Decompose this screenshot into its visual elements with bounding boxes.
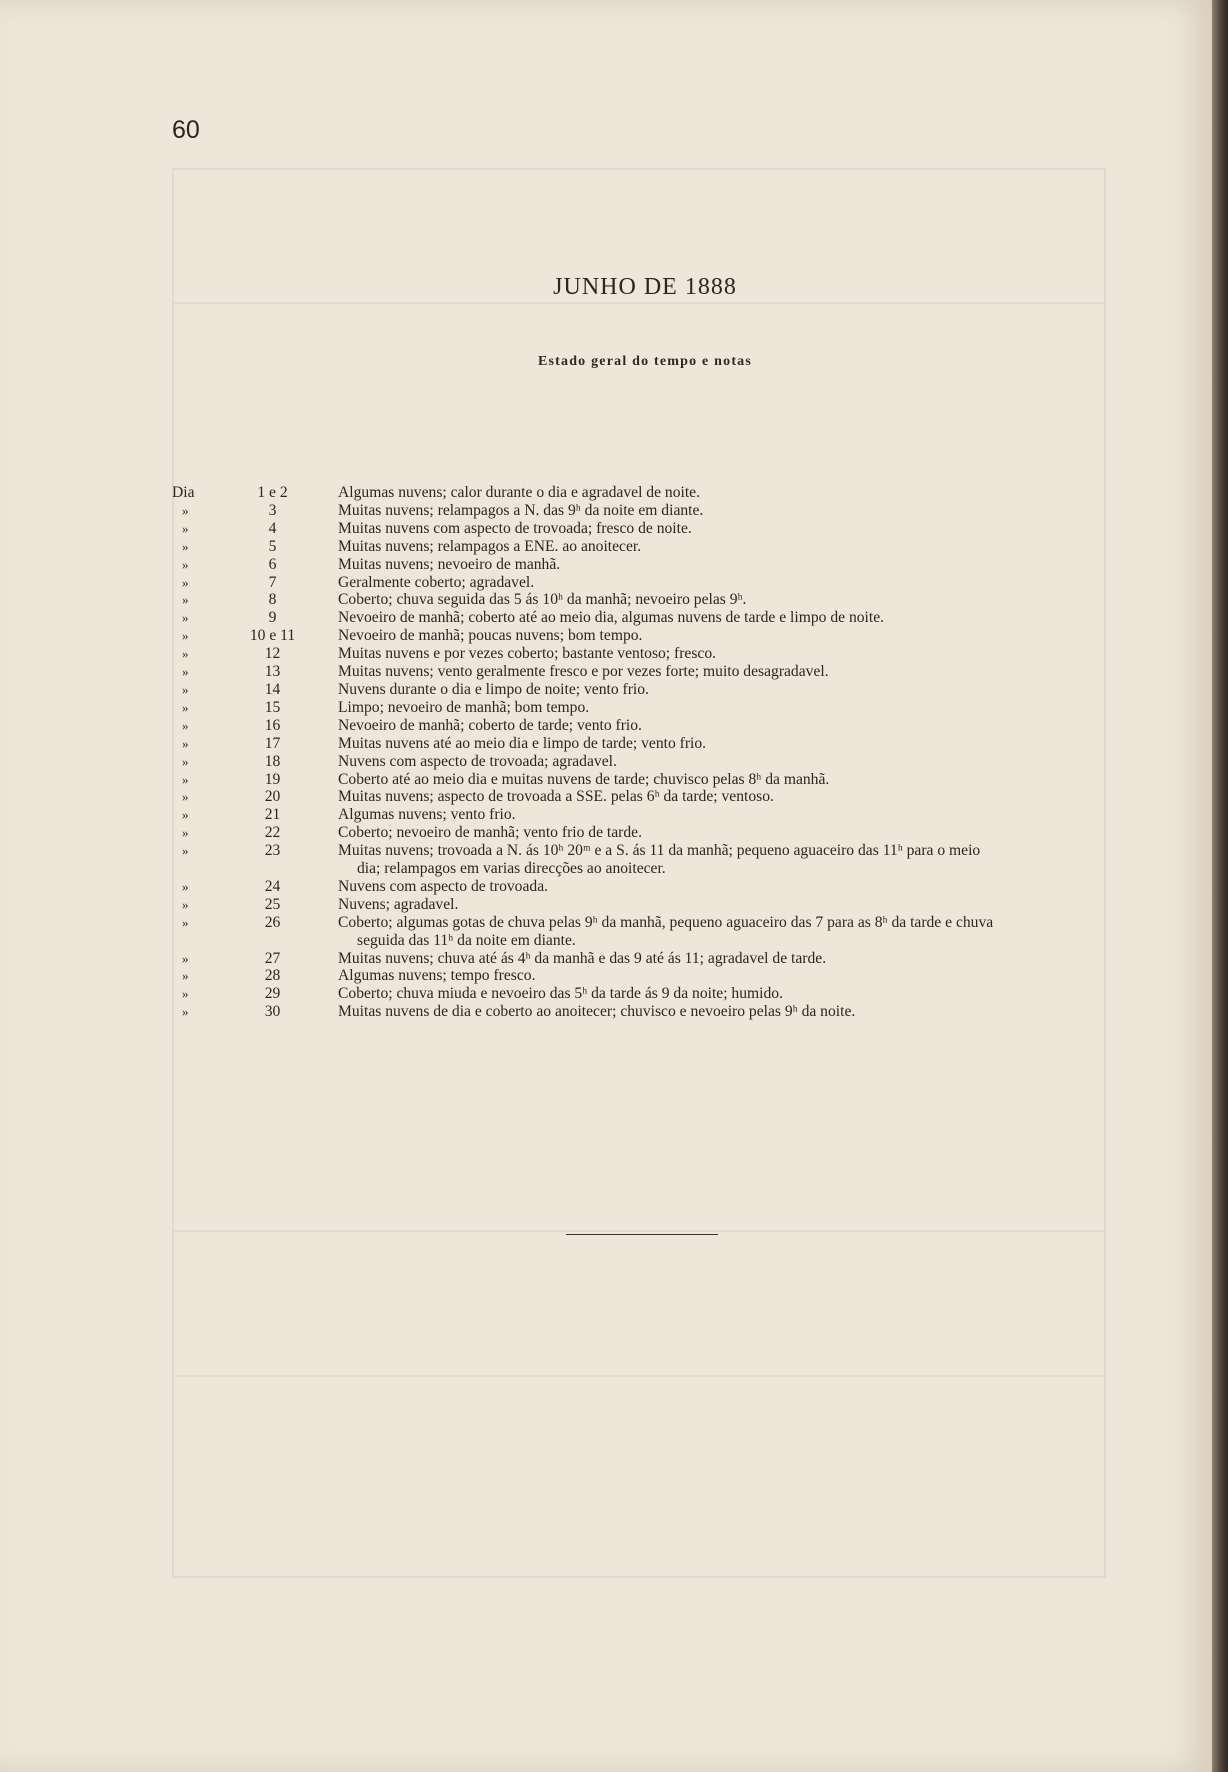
note-row [172, 1003, 1112, 1021]
note-text: Algumas nuvens; tempo fresco. [338, 967, 536, 985]
note-text: Nevoeiro de manhã; poucas nuvens; bom tempo. [338, 627, 643, 645]
ditto-mark: » [182, 717, 189, 733]
note-text-block [320, 824, 1112, 842]
note-text: Coberto; chuva seguida das 5 ás 10ʰ da manhã; nevoeiro pelas 9ʰ. [338, 591, 747, 609]
day-number: 17 [264, 734, 281, 752]
note-text-block [320, 806, 1112, 824]
note-row [172, 699, 1112, 717]
note-text: Muitas nuvens; trovoada a N. ás 10ʰ 20ᵐ e a S. ás 11 da manhã; pequeno aguaceiro das 11ʰ para o meio [338, 842, 981, 860]
ditto-mark: » [182, 520, 189, 536]
note-row [172, 591, 1112, 609]
day-number: 13 [264, 663, 281, 681]
note-text-block [320, 556, 1112, 574]
ditto-mark: » [182, 699, 189, 715]
day-number: 26 [264, 913, 281, 931]
note-text-block [320, 753, 1112, 771]
ditto-mark: » [182, 574, 189, 590]
note-text: Coberto; algumas gotas de chuva pelas 9ʰ da manhã, pequeno aguaceiro das 7 para as 8ʰ da tarde e chuva [338, 913, 994, 931]
day-number: 22 [264, 824, 281, 842]
day-number: 16 [264, 716, 281, 734]
note-text: Nuvens com aspecto de trovoada; agradavel. [338, 752, 617, 770]
day-number: 8 [268, 591, 277, 609]
ditto-mark: » [182, 771, 189, 787]
ditto-mark: » [182, 1004, 189, 1020]
note-text-block [320, 771, 1112, 789]
day-number: 5 [268, 537, 277, 555]
note-row [172, 717, 1112, 735]
note-text: Nevoeiro de manhã; coberto até ao meio dia, algumas nuvens de tarde e limpo de noite. [338, 609, 885, 627]
day-number: 4 [268, 519, 277, 537]
note-row [172, 663, 1112, 681]
note-text: Muitas nuvens e por vezes coberto; bastante ventoso; fresco. [338, 645, 717, 663]
note-row [172, 985, 1112, 1003]
page-number: 60 [172, 116, 200, 144]
note-text: Muitas nuvens até ao meio dia e limpo de tarde; vento frio. [338, 734, 707, 752]
note-text: Muitas nuvens; relampagos a ENE. ao anoitecer. [338, 537, 642, 555]
day-number: 30 [264, 1003, 281, 1021]
note-text-block [320, 914, 1112, 950]
note-row [172, 556, 1112, 574]
page-title: JUNHO DE 1888 [553, 274, 737, 300]
note-row [172, 878, 1112, 896]
ditto-mark: » [182, 538, 189, 554]
note-text-block [320, 609, 1112, 627]
ditto-mark: » [182, 807, 189, 823]
day-number: 20 [264, 788, 281, 806]
note-text: Coberto; chuva miuda e nevoeiro das 5ʰ da tarde ás 9 da noite; humido. [338, 985, 783, 1003]
ditto-mark: » [182, 843, 189, 859]
book-spine-edge [1212, 0, 1228, 1772]
ditto-mark: » [182, 986, 189, 1002]
note-row [172, 950, 1112, 968]
note-row [172, 574, 1112, 592]
note-text: Algumas nuvens; calor durante o dia e agradavel de noite. [338, 484, 700, 501]
note-text-block [320, 681, 1112, 699]
day-number: 15 [264, 698, 281, 716]
day-number: 25 [264, 895, 281, 913]
ditto-mark: » [182, 646, 189, 662]
ditto-mark: » [182, 628, 189, 644]
note-text-continuation: seguida das 11ʰ da noite em diante. [357, 931, 576, 949]
note-text: Coberto; nevoeiro de manhã; vento frio de tarde. [338, 824, 642, 842]
note-text: Coberto até ao meio dia e muitas nuvens de tarde; chuvisco pelas 8ʰ da manhã. [338, 770, 830, 788]
note-text: Geralmente coberto; agradavel. [338, 573, 535, 591]
note-text-block [320, 788, 1112, 806]
day-number: 6 [268, 555, 277, 573]
ditto-mark: » [182, 610, 189, 626]
note-text-block [320, 950, 1112, 968]
end-rule [566, 1234, 718, 1235]
section-subtitle: Estado geral do tempo e notas [537, 354, 753, 369]
day-number: 9 [268, 609, 277, 627]
ditto-mark: » [182, 878, 189, 894]
note-text-block [320, 1003, 1112, 1021]
day-number: 23 [264, 842, 281, 860]
ditto-mark: » [182, 592, 189, 608]
note-row [172, 771, 1112, 789]
note-text: Nuvens durante o dia e limpo de noite; vento frio. [338, 680, 649, 698]
day-number: 29 [264, 985, 281, 1003]
ditto-mark: » [182, 789, 189, 805]
note-row [172, 788, 1112, 806]
note-text-block [320, 484, 1112, 502]
ditto-mark: » [182, 681, 189, 697]
weather-notes-list [172, 484, 1112, 1021]
ditto-mark: » [182, 735, 189, 751]
day-label: Dia [172, 484, 195, 501]
ditto-mark: » [182, 664, 189, 680]
day-number: 12 [264, 645, 281, 663]
note-text-block [320, 985, 1112, 1003]
note-text-block [320, 663, 1112, 681]
note-text-block [320, 574, 1112, 592]
note-row [172, 842, 1112, 878]
ditto-mark: » [182, 968, 189, 984]
note-row [172, 806, 1112, 824]
note-text-block [320, 538, 1112, 556]
ditto-mark: » [182, 825, 189, 841]
note-row [172, 627, 1112, 645]
note-text: Muitas nuvens de dia e coberto ao anoitecer; chuvisco e nevoeiro pelas 9ʰ da noite. [338, 1003, 856, 1021]
day-number: 7 [268, 573, 277, 591]
note-text: Muitas nuvens; relampagos a N. das 9ʰ da noite em diante. [338, 501, 704, 519]
note-text-block [320, 878, 1112, 896]
note-row [172, 735, 1112, 753]
note-text-block [320, 842, 1112, 878]
day-number: 10 e 11 [249, 627, 296, 645]
note-row [172, 538, 1112, 556]
note-row [172, 824, 1112, 842]
note-text: Muitas nuvens; nevoeiro de manhã. [338, 555, 561, 573]
note-text: Muitas nuvens; vento geralmente fresco e por vezes forte; muito desagradavel. [338, 663, 829, 681]
note-text-block [320, 645, 1112, 663]
day-number: 1 e 2 [257, 484, 288, 501]
day-number: 28 [264, 967, 281, 985]
note-row [172, 967, 1112, 985]
note-row [172, 502, 1112, 520]
note-text-block [320, 896, 1112, 914]
note-text-block [320, 699, 1112, 717]
note-text-block [320, 967, 1112, 985]
day-number: 3 [268, 501, 277, 519]
note-text: Nuvens com aspecto de trovoada. [338, 877, 549, 895]
note-text-block [320, 717, 1112, 735]
note-row [172, 896, 1112, 914]
ditto-mark: » [182, 914, 189, 930]
note-row [172, 484, 1112, 502]
note-row [172, 520, 1112, 538]
note-row [172, 753, 1112, 771]
day-number: 18 [264, 752, 281, 770]
note-text-block [320, 735, 1112, 753]
day-number: 14 [264, 680, 281, 698]
note-text-block [320, 591, 1112, 609]
ditto-mark: » [182, 753, 189, 769]
ditto-mark: » [182, 896, 189, 912]
note-text-block [320, 627, 1112, 645]
note-text: Algumas nuvens; vento frio. [338, 806, 516, 824]
note-text: Muitas nuvens com aspecto de trovoada; fresco de noite. [338, 519, 692, 537]
ditto-mark: » [182, 950, 189, 966]
note-row [172, 914, 1112, 950]
note-row [172, 609, 1112, 627]
day-number: 19 [264, 770, 281, 788]
note-text: Nuvens; agradavel. [338, 895, 459, 913]
note-row [172, 645, 1112, 663]
note-text-continuation: dia; relampagos em varias direcções ao anoitecer. [357, 860, 666, 878]
note-text: Muitas nuvens; chuva até ás 4ʰ da manhã e das 9 até ás 11; agradavel de tarde. [338, 949, 827, 967]
note-text-block [320, 520, 1112, 538]
ditto-mark: » [182, 502, 189, 518]
day-number: 24 [264, 877, 281, 895]
note-row [172, 681, 1112, 699]
note-text: Muitas nuvens; aspecto de trovoada a SSE. pelas 6ʰ da tarde; ventoso. [338, 788, 774, 806]
day-number: 21 [264, 806, 281, 824]
day-number: 27 [264, 949, 281, 967]
note-text: Limpo; nevoeiro de manhã; bom tempo. [338, 698, 590, 716]
note-text-block [320, 502, 1112, 520]
note-text: Nevoeiro de manhã; coberto de tarde; vento frio. [338, 716, 642, 734]
ditto-mark: » [182, 556, 189, 572]
